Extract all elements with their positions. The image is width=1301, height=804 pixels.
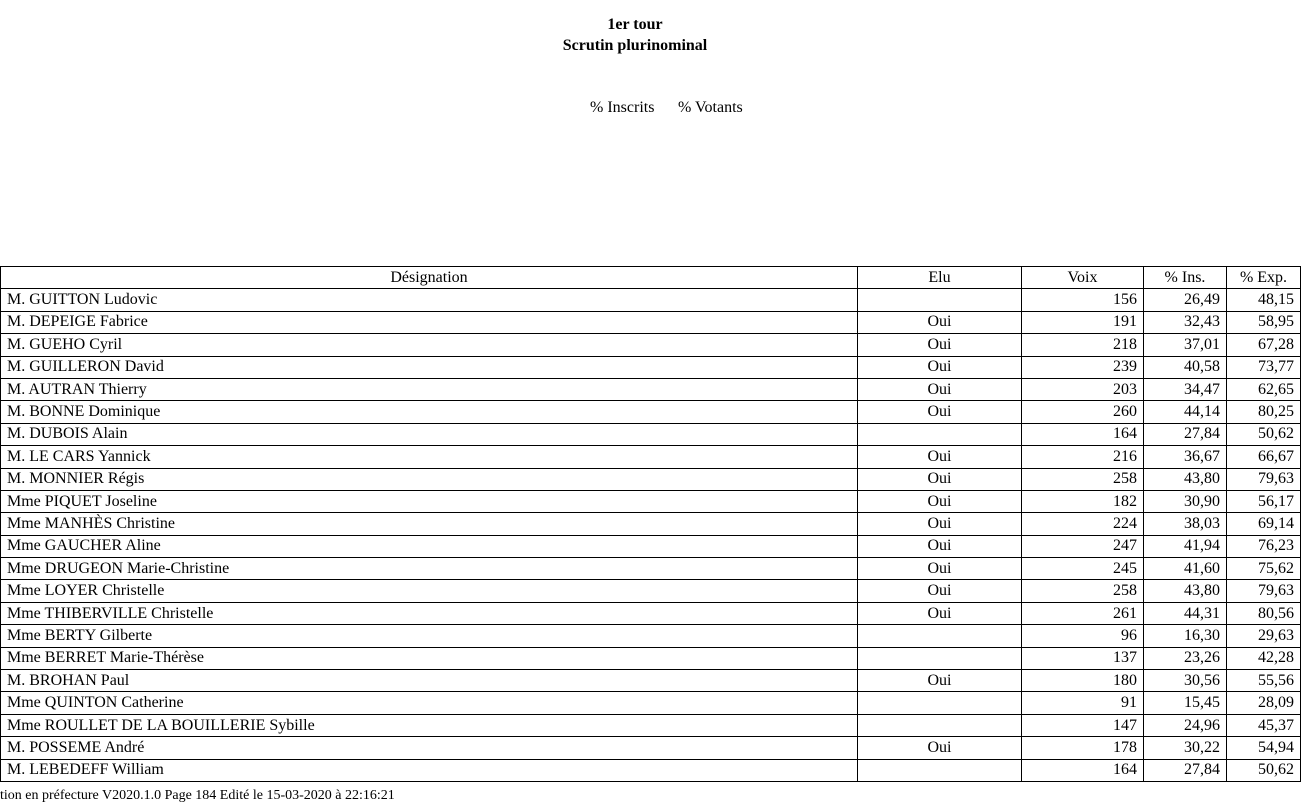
candidate-voix: 258 xyxy=(1022,580,1144,602)
table-row xyxy=(1,535,1301,557)
candidate-voix: 164 xyxy=(1022,759,1144,781)
candidate-elu: Oui xyxy=(858,513,1022,535)
candidate-elu xyxy=(858,759,1022,781)
candidate-elu: Oui xyxy=(858,356,1022,378)
table-row xyxy=(1,490,1301,512)
candidate-voix: 261 xyxy=(1022,602,1144,624)
table-row xyxy=(1,446,1301,468)
candidate-pct-exp: 29,63 xyxy=(1227,625,1301,647)
candidate-name: Mme GAUCHER Aline xyxy=(1,535,858,557)
candidate-voix: 260 xyxy=(1022,401,1144,423)
candidate-name: Mme THIBERVILLE Christelle xyxy=(1,602,858,624)
header-pct-ins: % Ins. xyxy=(1144,267,1227,289)
candidate-name: M. DEPEIGE Fabrice xyxy=(1,311,858,333)
candidate-name: M. GUITTON Ludovic xyxy=(1,289,858,311)
candidate-pct-ins: 30,90 xyxy=(1144,490,1227,512)
candidate-voix: 258 xyxy=(1022,468,1144,490)
candidate-pct-ins: 32,43 xyxy=(1144,311,1227,333)
candidate-pct-ins: 43,80 xyxy=(1144,580,1227,602)
candidate-pct-exp: 55,56 xyxy=(1227,670,1301,692)
candidate-pct-ins: 23,26 xyxy=(1144,647,1227,669)
candidate-name: Mme BERTY Gilberte xyxy=(1,625,858,647)
candidate-pct-exp: 50,62 xyxy=(1227,759,1301,781)
candidate-elu xyxy=(858,289,1022,311)
candidate-pct-ins: 24,96 xyxy=(1144,714,1227,736)
candidate-elu: Oui xyxy=(858,446,1022,468)
candidate-pct-exp: 66,67 xyxy=(1227,446,1301,468)
candidate-voix: 247 xyxy=(1022,535,1144,557)
table-row xyxy=(1,423,1301,445)
candidate-elu xyxy=(858,647,1022,669)
candidate-pct-exp: 67,28 xyxy=(1227,334,1301,356)
candidate-pct-ins: 30,22 xyxy=(1144,737,1227,759)
candidate-pct-ins: 27,84 xyxy=(1144,423,1227,445)
candidate-name: Mme PIQUET Joseline xyxy=(1,490,858,512)
header-pct-exp: % Exp. xyxy=(1227,267,1301,289)
candidate-voix: 91 xyxy=(1022,692,1144,714)
table-row xyxy=(1,311,1301,333)
candidate-voix: 180 xyxy=(1022,670,1144,692)
candidate-name: Mme QUINTON Catherine xyxy=(1,692,858,714)
candidate-pct-ins: 44,14 xyxy=(1144,401,1227,423)
candidate-pct-exp: 58,95 xyxy=(1227,311,1301,333)
table-row xyxy=(1,737,1301,759)
table-row xyxy=(1,401,1301,423)
round-title: 1er tour xyxy=(607,16,663,33)
candidate-pct-ins: 41,94 xyxy=(1144,535,1227,557)
table-row xyxy=(1,602,1301,624)
candidate-name: Mme LOYER Christelle xyxy=(1,580,858,602)
candidate-voix: 164 xyxy=(1022,423,1144,445)
results-header-row xyxy=(1,267,1301,289)
candidate-pct-exp: 48,15 xyxy=(1227,289,1301,311)
candidate-elu: Oui xyxy=(858,602,1022,624)
candidate-elu xyxy=(858,714,1022,736)
header-designation: Désignation xyxy=(1,267,858,289)
candidate-name: M. GUILLERON David xyxy=(1,356,858,378)
table-row xyxy=(1,692,1301,714)
candidate-pct-exp: 42,28 xyxy=(1227,647,1301,669)
table-row xyxy=(1,289,1301,311)
candidate-name: M. BONNE Dominique xyxy=(1,401,858,423)
table-row xyxy=(1,558,1301,580)
candidate-name: M. GUEHO Cyril xyxy=(1,334,858,356)
table-row xyxy=(1,647,1301,669)
candidate-pct-ins: 30,56 xyxy=(1144,670,1227,692)
candidate-elu: Oui xyxy=(858,311,1022,333)
candidate-voix: 239 xyxy=(1022,356,1144,378)
candidate-elu xyxy=(858,692,1022,714)
table-row xyxy=(1,334,1301,356)
candidate-pct-exp: 79,63 xyxy=(1227,580,1301,602)
summary-header-pct-votants: % Votants xyxy=(678,99,743,116)
candidate-name: M. MONNIER Régis xyxy=(1,468,858,490)
candidate-elu: Oui xyxy=(858,334,1022,356)
candidate-pct-ins: 44,31 xyxy=(1144,602,1227,624)
candidate-name: Mme BERRET Marie-Thérèse xyxy=(1,647,858,669)
candidate-elu: Oui xyxy=(858,401,1022,423)
candidate-name: Mme MANHÈS Christine xyxy=(1,513,858,535)
candidate-pct-exp: 76,23 xyxy=(1227,535,1301,557)
candidate-name: M. LEBEDEFF William xyxy=(1,759,858,781)
table-row xyxy=(1,625,1301,647)
scrutin-mode-title: Scrutin plurinominal xyxy=(562,37,708,54)
candidate-elu: Oui xyxy=(858,535,1022,557)
candidate-voix: 182 xyxy=(1022,490,1144,512)
candidate-name: M. AUTRAN Thierry xyxy=(1,378,858,400)
table-row xyxy=(1,580,1301,602)
candidate-name: M. DUBOIS Alain xyxy=(1,423,858,445)
candidate-voix: 216 xyxy=(1022,446,1144,468)
candidate-elu: Oui xyxy=(858,490,1022,512)
candidate-pct-ins: 40,58 xyxy=(1144,356,1227,378)
candidate-pct-ins: 36,67 xyxy=(1144,446,1227,468)
candidate-voix: 156 xyxy=(1022,289,1144,311)
table-row xyxy=(1,670,1301,692)
candidate-pct-ins: 26,49 xyxy=(1144,289,1227,311)
candidate-voix: 178 xyxy=(1022,737,1144,759)
candidate-voix: 203 xyxy=(1022,378,1144,400)
candidate-pct-ins: 37,01 xyxy=(1144,334,1227,356)
candidate-name: Mme DRUGEON Marie-Christine xyxy=(1,558,858,580)
header-elu: Elu xyxy=(858,267,1022,289)
table-row xyxy=(1,513,1301,535)
candidate-pct-ins: 27,84 xyxy=(1144,759,1227,781)
candidate-pct-ins: 34,47 xyxy=(1144,378,1227,400)
candidate-voix: 191 xyxy=(1022,311,1144,333)
table-row xyxy=(1,356,1301,378)
candidate-pct-ins: 43,80 xyxy=(1144,468,1227,490)
candidate-voix: 245 xyxy=(1022,558,1144,580)
candidate-name: M. BROHAN Paul xyxy=(1,670,858,692)
candidate-pct-exp: 28,09 xyxy=(1227,692,1301,714)
table-row xyxy=(1,378,1301,400)
candidate-pct-ins: 16,30 xyxy=(1144,625,1227,647)
candidate-elu: Oui xyxy=(858,580,1022,602)
candidate-pct-ins: 41,60 xyxy=(1144,558,1227,580)
results-table xyxy=(0,266,1301,782)
candidate-pct-exp: 79,63 xyxy=(1227,468,1301,490)
candidate-voix: 137 xyxy=(1022,647,1144,669)
candidate-elu: Oui xyxy=(858,737,1022,759)
candidate-pct-exp: 62,65 xyxy=(1227,378,1301,400)
summary-header-pct-inscrits: % Inscrits xyxy=(590,99,655,116)
candidate-pct-exp: 80,25 xyxy=(1227,401,1301,423)
candidate-elu: Oui xyxy=(858,558,1022,580)
candidate-pct-exp: 80,56 xyxy=(1227,602,1301,624)
candidate-elu xyxy=(858,625,1022,647)
candidate-pct-ins: 15,45 xyxy=(1144,692,1227,714)
page-footer: tion en préfecture V2020.1.0 Page 184 Edité le 15-03-2020 à 22:16:21 xyxy=(0,788,395,803)
candidate-pct-exp: 73,77 xyxy=(1227,356,1301,378)
candidate-pct-exp: 50,62 xyxy=(1227,423,1301,445)
candidate-voix: 147 xyxy=(1022,714,1144,736)
candidate-pct-exp: 45,37 xyxy=(1227,714,1301,736)
candidate-elu xyxy=(858,423,1022,445)
header-voix: Voix xyxy=(1022,267,1144,289)
table-row xyxy=(1,759,1301,781)
candidate-pct-ins: 38,03 xyxy=(1144,513,1227,535)
candidate-voix: 96 xyxy=(1022,625,1144,647)
candidate-voix: 218 xyxy=(1022,334,1144,356)
candidate-pct-exp: 75,62 xyxy=(1227,558,1301,580)
candidate-elu: Oui xyxy=(858,468,1022,490)
table-row xyxy=(1,468,1301,490)
candidate-pct-exp: 56,17 xyxy=(1227,490,1301,512)
candidate-name: M. POSSEME André xyxy=(1,737,858,759)
candidate-voix: 224 xyxy=(1022,513,1144,535)
candidate-name: M. LE CARS Yannick xyxy=(1,446,858,468)
table-row xyxy=(1,714,1301,736)
candidate-pct-exp: 69,14 xyxy=(1227,513,1301,535)
candidate-pct-exp: 54,94 xyxy=(1227,737,1301,759)
candidate-elu: Oui xyxy=(858,670,1022,692)
candidate-name: Mme ROULLET DE LA BOUILLERIE Sybille xyxy=(1,714,858,736)
candidate-elu: Oui xyxy=(858,378,1022,400)
